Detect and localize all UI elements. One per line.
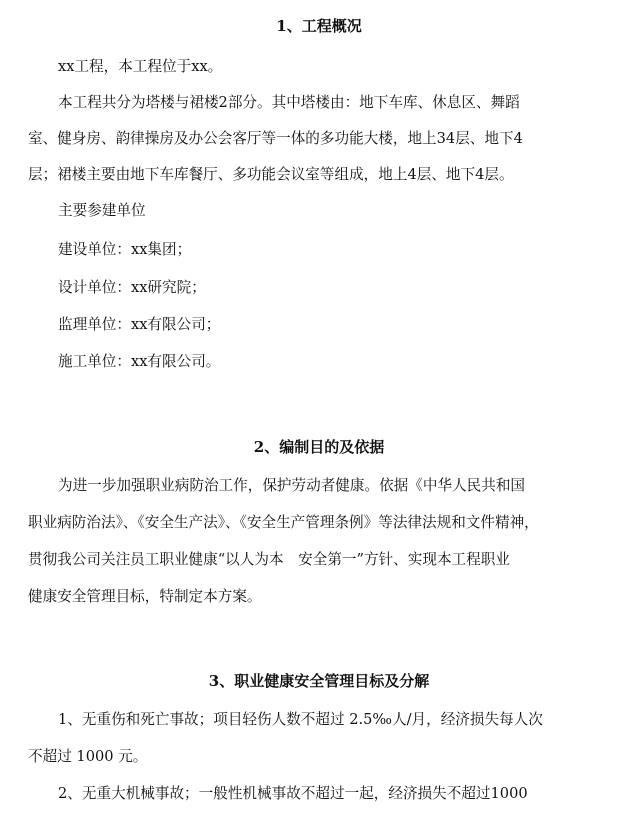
section-2-line: 为进一步加强职业病防治工作，保护劳动者健康。依据《中华人民共和国 <box>58 477 526 494</box>
section-1-line: 室、健身房、韵律操房及办公会客厅等一体的多功能大楼，地上34层、地下4 <box>28 130 523 147</box>
section-1-line: 主要参建单位 <box>58 202 146 219</box>
section-2-line: 贯彻我公司关注员工职业健康“以人为本 安全第一”方针、实现本工程职业 <box>28 551 510 568</box>
section-3-heading: 3、职业健康安全管理目标及分解 <box>208 672 430 690</box>
section-2-line: 健康安全管理目标，特制定本方案。 <box>28 588 262 605</box>
section-1-line: 建设单位：xx集团； <box>58 241 192 258</box>
section-1-line: 本工程共分为塔楼与裙楼2部分。其中塔楼由：地下车库、休息区、舞蹈 <box>58 94 520 111</box>
section-2-heading: 2、编制目的及依据 <box>253 438 385 456</box>
section-3-line: 1、无重伤和死亡事故；项目轻伤人数不超过 2.5‰人/月，经济损失每人次 <box>58 711 543 728</box>
section-2-line: 职业病防治法》、《安全生产法》、《安全生产管理条例》等法律法规和文件精神， <box>28 514 539 531</box>
section-1-line: 施工单位：xx有限公司。 <box>58 353 221 370</box>
section-1-line: xx工程，本工程位于xx。 <box>58 58 223 75</box>
section-3-line: 不超过 1000 元。 <box>28 748 148 765</box>
section-1-line: 监理单位：xx有限公司； <box>58 316 221 333</box>
section-3-line: 2、无重大机械事故；一般性机械事故不超过一起，经济损失不超过1000 <box>58 785 528 802</box>
section-1-heading: 1、工程概况 <box>276 17 362 35</box>
section-1-line: 设计单位：xx研究院； <box>58 279 206 296</box>
section-1-line: 层；裙楼主要由地下车库餐厅、多功能会议室等组成，地上4层、地下4层。 <box>28 166 514 183</box>
